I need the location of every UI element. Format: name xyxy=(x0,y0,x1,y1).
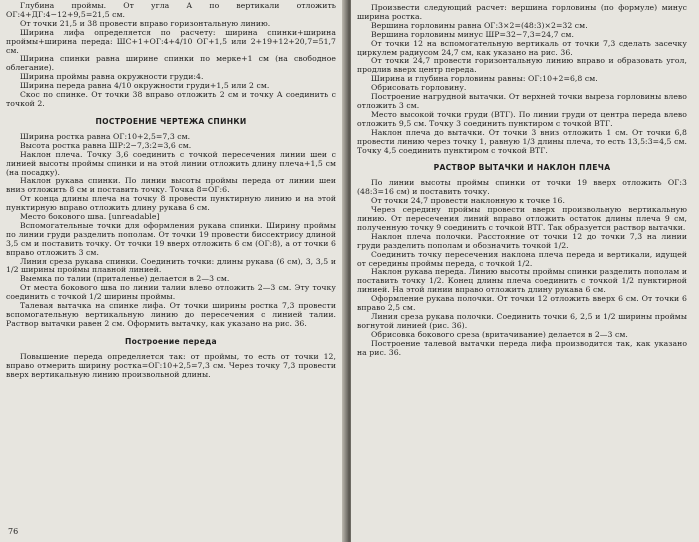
paragraph: Линия среза рукава полочки. Соединить точки 6, 2,5 и 1/2 ширины проймы вогнутой линией (рис. 36). xyxy=(357,312,687,330)
paragraph: Произвести следующий расчет: вершина горловины (по формуле) минус ширина ростка. xyxy=(357,3,687,21)
paragraph: Вспомогательные точки для оформления рукава спинки. Ширину проймы по линии груди разделить пополам. От точки 19 провести биссектрису длиной 3,5 см и поставить точку. От точки 19 вверх отложить 6 см (ОГ:8), а от точки 6 вправо отложить 3 см. xyxy=(6,220,336,257)
left-page xyxy=(0,0,346,542)
paragraph: От точки 24,7 провести горизонтальную линию вправо и образовать угол, продлив вверх центр переда. xyxy=(357,56,687,75)
paragraph: От точки 24,7 провести наклонную к точке 16. xyxy=(371,196,565,206)
paragraph: Ширина и глубина горловины равны: ОГ:10+2=6,8 см. xyxy=(371,74,598,84)
paragraph: Глубина проймы. От угла А по вертикали отложить ОГ:4+ДГ:4−12+9,5=21,5 см. xyxy=(6,1,336,19)
section-heading-back: ПОСТРОЕНИЕ ЧЕРТЕЖА СПИНКИ xyxy=(95,116,247,126)
paragraph: Талевая вытачка на спинке лифа. От точки ширины ростка 7,3 провести вспомогательную вертикальную линию до пересечения с линией талии. Раствор вытачки равен 2 см. Оформить вытачку, как указано на рис. 36. xyxy=(6,301,336,328)
section-heading-front: Построение переда xyxy=(125,336,217,346)
paragraph: Наклон рукава переда. Линию высоты проймы спинки разделить пополам и поставить точку 1/2. Конец длины плеча соединить с точкой 1/2 пунктирной линией. На этой линии вправо отложить длину рукава 6 см. xyxy=(357,267,687,295)
paragraph: Место высокой точки груди (ВТГ). По линии груди от центра переда влево отложить 9,5 см. Точку 3 соединить пунктиром с точкой ВТГ. xyxy=(357,109,687,128)
paragraph: От точки 21,5 и 38 провести вправо горизонтальную линию. xyxy=(20,18,271,28)
right-page xyxy=(351,0,699,542)
paragraph: От конца длины плеча на точку 8 провести пунктирную линию и на этой пунктирную вправо отложить длину рукава 6 см. xyxy=(6,194,336,213)
paragraph: Высота ростка равна ШР:2−7,3:2=3,6 см. xyxy=(20,140,192,150)
paragraph: Наклон плеча. Точку 3,6 соединить с точкой пересечения линии шеи с линией высоты проймы спинки и на этой линии отложить длину плеча+1,5 см (на посадку). xyxy=(6,149,336,177)
page-number: 76 xyxy=(8,527,19,536)
paragraph: Соединить точку пересечения наклона плеча переда и вертикали, идущей от середины проймы переда, с точкой 1/2. xyxy=(357,249,687,268)
paragraph: Обрисовать горловину. xyxy=(371,83,467,93)
paragraph: Ширина спинки равна ширине спинки по мерке+1 см (на свободное облегание). xyxy=(6,54,336,73)
paragraph: Наклон плеча полочки. Расстояние от точки 12 до точки 7,3 на линии груди разделить пополам и обозначить точкой 1/2. xyxy=(357,231,687,250)
paragraph: Скос по спинке. От точки 38 вправо отложить 2 см и точку А соединить с точкой 2. xyxy=(6,90,336,108)
paragraph: Повышение переда определяется так: от проймы, то есть от точки 12, вправо отмерить ширину ростка=ОГ:10+2,5=7,3 см. Через точку 7,3 провести вверх вертикальную линию произвольной длины. xyxy=(6,351,336,379)
paragraph: Вершина горловины минус ШР=32−7,3=24,7 см. xyxy=(371,29,574,39)
paragraph: От места бокового шва по линии талии влево отложить 2—3 см. Эту точку соединить с точкой 1/2 ширины проймы. xyxy=(6,283,336,302)
paragraph: Построение нагрудной вытачки. От верхней точки выреза горловины влево отложить 3 см. xyxy=(357,92,687,110)
paragraph: Ширина ростка равна ОГ:10+2,5=7,3 см. xyxy=(20,131,191,141)
paragraph: Линия среза рукава спинки. Соединить точки: длины рукава (6 см), 3, 3,5 и 1/2 ширины проймы плавной линией. xyxy=(6,256,336,275)
paragraph: От точки 12 на вспомогательную вертикаль от точки 7,3 сделать засечку циркулем радиусом 24,7 см, как указано на рис. 36. xyxy=(357,38,687,57)
paragraph: Наклон плеча до вытачки. От точки 3 вниз отложить 1 см. От точки 6,8 провести линию через точку 1, равную 1/3 длины плеча, то есть 13,5:3=4,5 см. Точку 4,5 соединить пунктиром с точкой ВТГ. xyxy=(357,127,687,155)
paragraph: Обрисовка бокового среза (вритачивание) делается в 2—3 см. xyxy=(371,329,628,339)
section-heading-dart: РАСТВОР ВЫТАЧКИ И НАКЛОН ПЛЕЧА xyxy=(433,163,611,173)
paragraph: Выемка по талии (приталенье) делается в 2—3 см. xyxy=(20,274,230,284)
paragraph: Место бокового шва. [unreadable] xyxy=(20,212,160,222)
paragraph: Ширина лифа определяется по расчету: ширина спинки+ширина проймы+ширина переда: ШС+1+ОГ:4+4/10 ОГ+1,5 или 2+19+12+20,7=51,7 см. xyxy=(6,27,336,55)
paragraph: Оформление рукава полочки. От точки 12 отложить вверх 6 см. От точки 6 вправо 2,5 см. xyxy=(357,294,687,313)
paragraph: Ширина переда равна 4/10 окружности груди+1,5 или 2 см. xyxy=(20,81,270,91)
paragraph: Построение талевой вытачки переда лифа производится так, как указано на рис. 36. xyxy=(357,338,687,357)
paragraph: Через середину проймы провести вверх произвольную вертикальную линию. От пересечения линий вправо отложить остаток длины плеча 9 см, полученную точку 9 соединить с точкой ВТГ. Так образуется раствор вытачки. xyxy=(357,205,687,232)
paragraph: Вершина горловины равна ОГ:3×2=(48:3)×2=32 см. xyxy=(371,20,588,30)
paragraph: Ширина проймы равна окружности груди:4. xyxy=(20,72,204,82)
paragraph: По линии высоты проймы спинки от точки 19 вверх отложить ОГ:3 (48:3=16 см) и поставить точку. xyxy=(357,178,687,197)
paragraph: Наклон рукава спинки. По линии высоты проймы переда от линии шеи вниз отложить 8 см и поставить точку. Точка 8=ОГ:6. xyxy=(6,176,336,195)
